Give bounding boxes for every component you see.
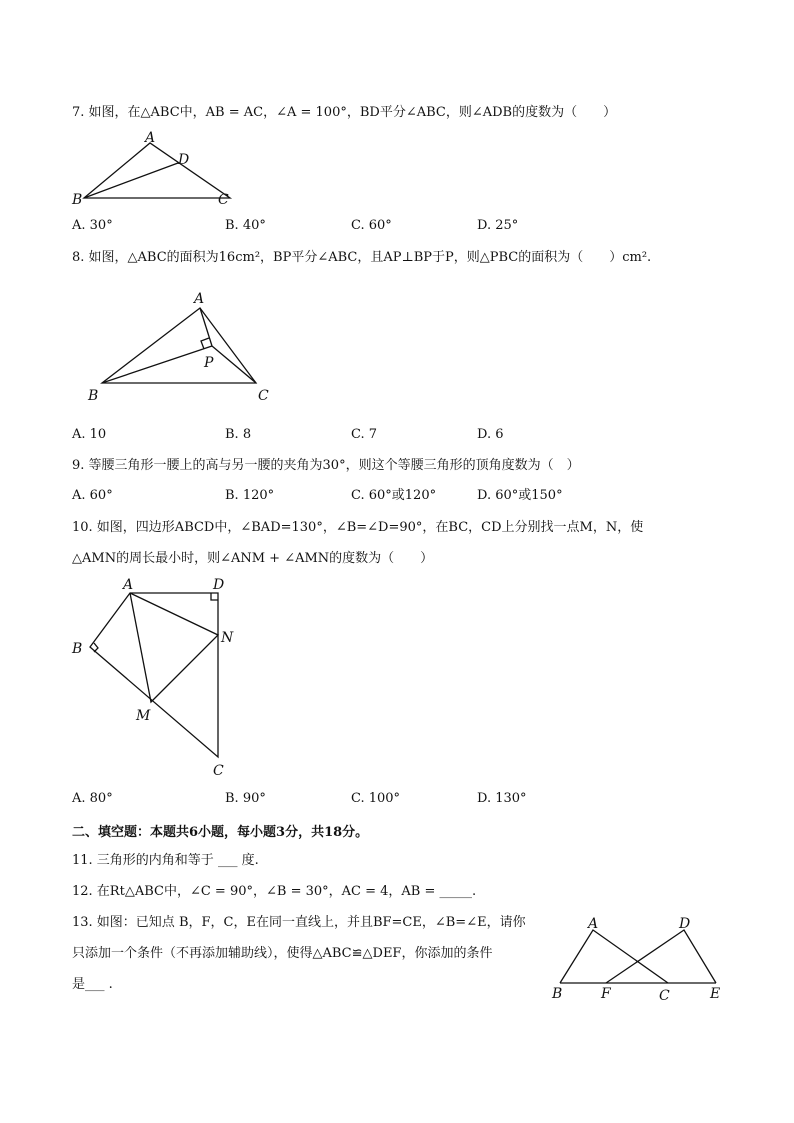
q10-triangle-amn — [130, 593, 218, 702]
q8-option-a[interactable]: A. 10 — [72, 427, 107, 442]
q13-label-c: C — [659, 988, 670, 1004]
q9-stem: 9. 等腰三角形一腰上的高与另一腰的夹角为30°，则这个等腰三角形的顶角度数为（ ） — [72, 458, 580, 473]
q10-option-c[interactable]: C. 100° — [351, 791, 401, 806]
q13-figure — [548, 912, 728, 1004]
q13-line1: 13. 如图：已知点 B，F，C，E在同一直线上，并且BF=CE，∠B=∠E，请你 — [72, 915, 526, 930]
q7-label-a: A — [145, 130, 156, 146]
q10-label-n: N — [221, 630, 234, 646]
q10-label-m: M — [136, 708, 151, 724]
q8-figure — [84, 288, 284, 408]
q10-quadrilateral-abcd — [90, 593, 218, 757]
q9-options — [72, 487, 712, 505]
q8-stem: 8. 如图，△ABC的面积为16cm²，BP平分∠ABC，且AP⊥BP于P，则△PBC的面积为（ ）cm². — [72, 250, 652, 265]
q8-triangle-abc — [102, 308, 256, 383]
q8-option-d[interactable]: D. 6 — [477, 427, 504, 442]
q10-stem-line1: 10. 如图，四边形ABCD中，∠BAD=130°，∠B=∠D=90°，在BC，CD上分别找一点M，N，使 — [72, 520, 644, 535]
q13-label-a: A — [588, 916, 599, 932]
q9-option-b[interactable]: B. 120° — [225, 488, 275, 503]
q7-option-b[interactable]: B. 40° — [225, 218, 266, 233]
q10-label-b: B — [72, 641, 83, 657]
q10-option-a[interactable]: A. 80° — [72, 791, 113, 806]
q12-stem: 12. 在Rt△ABC中，∠C = 90°，∠B = 30°，AC = 4，AB = _____. — [72, 884, 477, 899]
q7-label-c: C — [218, 192, 229, 208]
q8-option-c[interactable]: C. 7 — [351, 427, 378, 442]
q9-option-a[interactable]: A. 60° — [72, 488, 113, 503]
q8-option-b[interactable]: B. 8 — [225, 427, 252, 442]
q9-option-c[interactable]: C. 60°或120° — [351, 488, 437, 503]
q10-figure — [70, 574, 250, 780]
q7-segment-bd — [84, 163, 178, 198]
q10-stem-line2: △AMN的周长最小时，则∠ANM + ∠AMN的度数为（ ） — [72, 551, 434, 566]
q13-line2: 只添加一个条件（不再添加辅助线），使得△ABC≌△DEF，你添加的条件 — [72, 946, 493, 961]
q10-label-c: C — [213, 763, 224, 779]
q13-line3: 是___ . — [72, 977, 113, 992]
q7-option-a[interactable]: A. 30° — [72, 218, 113, 233]
q9-option-d[interactable]: D. 60°或150° — [477, 488, 563, 503]
q7-option-d[interactable]: D. 25° — [477, 218, 519, 233]
q8-label-b: B — [88, 388, 99, 404]
q13-label-f: F — [601, 986, 611, 1002]
q10-right-angle-b — [94, 643, 98, 652]
q10-right-angle-d — [211, 593, 218, 600]
q8-label-p: P — [204, 355, 214, 371]
q8-label-a: A — [194, 291, 205, 307]
q10-option-d[interactable]: D. 130° — [477, 791, 527, 806]
q13-label-d: D — [679, 916, 691, 932]
q13-triangle-def — [606, 930, 716, 983]
q13-triangle-abc — [560, 930, 668, 983]
q8-options — [72, 426, 712, 444]
q11-stem: 11. 三角形的内角和等于 ___ 度. — [72, 853, 259, 868]
q10-label-a: A — [123, 577, 134, 593]
q10-label-d: D — [213, 577, 225, 593]
q8-segment-pc — [212, 346, 256, 383]
q7-option-c[interactable]: C. 60° — [351, 218, 392, 233]
q10-option-b[interactable]: B. 90° — [225, 791, 266, 806]
q7-label-b: B — [72, 192, 83, 208]
q8-segment-bp — [102, 346, 212, 383]
q8-label-c: C — [258, 388, 269, 404]
section-fill-in-title: 二、填空题：本题共6小题，每小题3分，共18分。 — [72, 825, 369, 840]
q13-label-b: B — [552, 986, 563, 1002]
q7-figure — [70, 128, 240, 210]
q10-options — [72, 790, 712, 808]
q7-options — [72, 217, 712, 235]
q13-label-e: E — [710, 986, 721, 1002]
q7-stem: 7. 如图，在△ABC中，AB = AC，∠A = 100°，BD平分∠ABC，则∠ADB的度数为（ ） — [72, 105, 617, 120]
q7-label-d: D — [178, 152, 190, 168]
